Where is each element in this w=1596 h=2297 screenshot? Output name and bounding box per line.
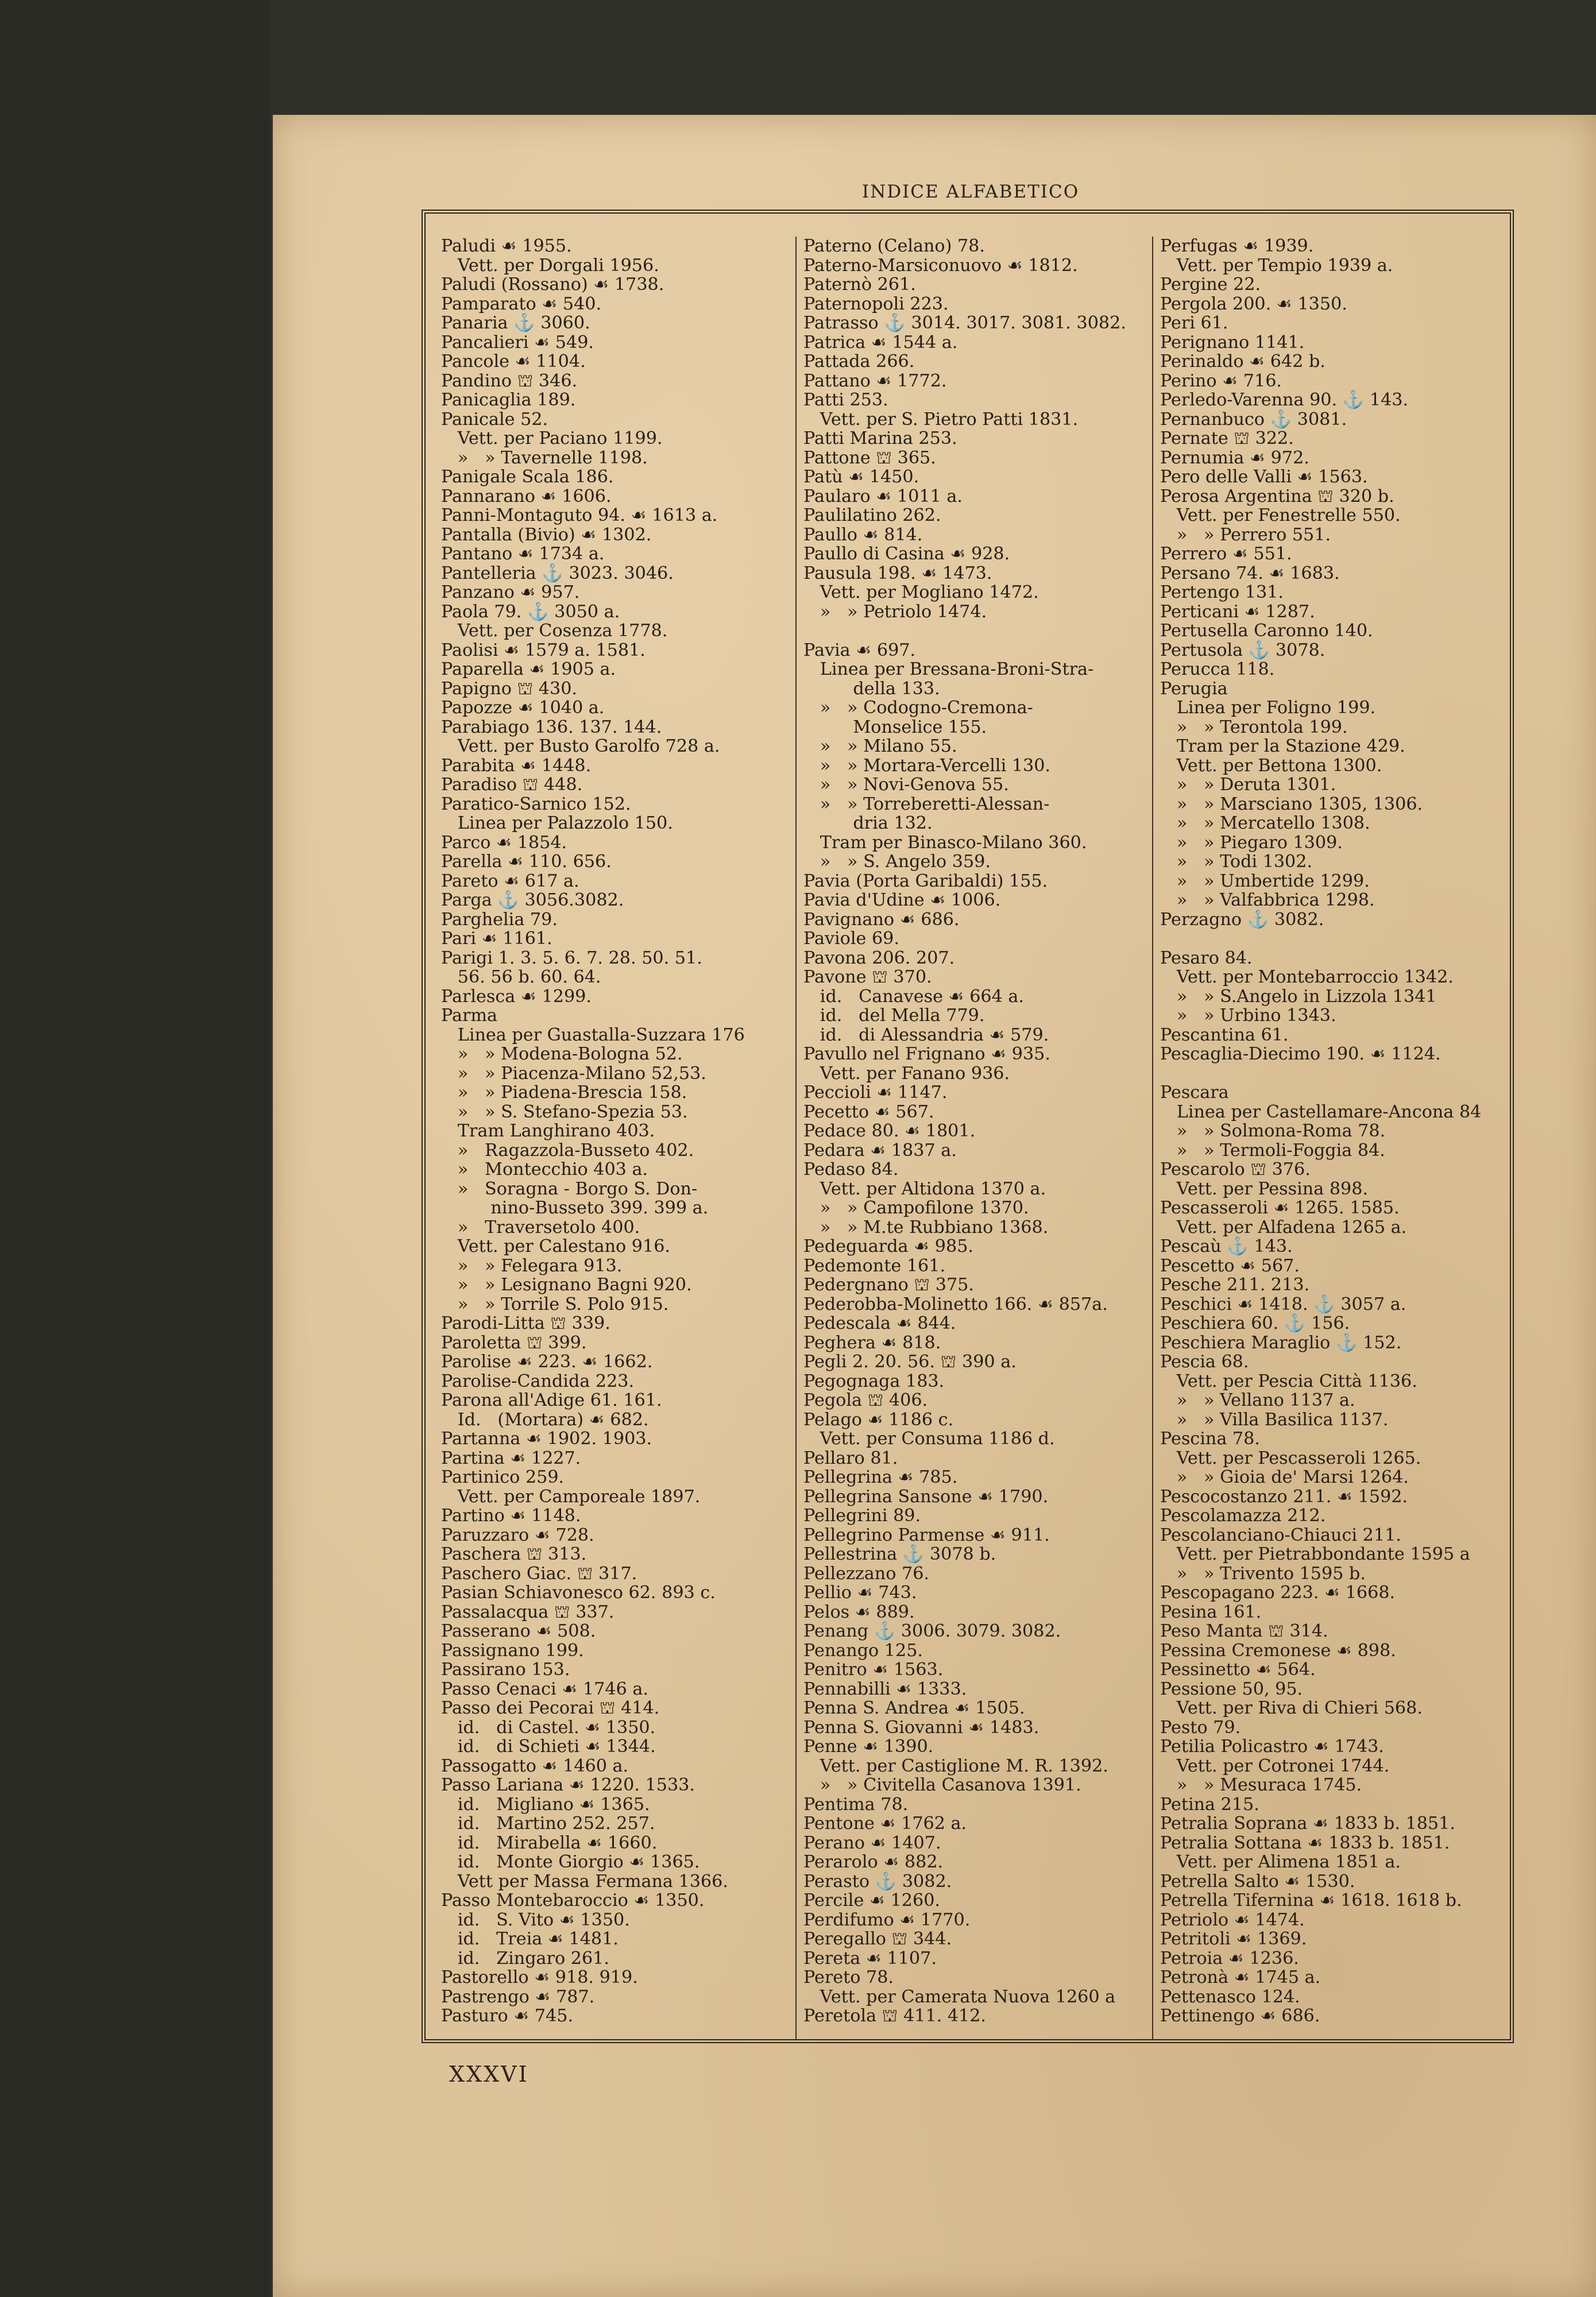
index-entry: Pentone ☙ 1762 a. (803, 1813, 967, 1834)
index-entry: Peschiera Maraglio ⚓ 152. (1160, 1332, 1402, 1353)
index-entry: Pancole ☙ 1104. (441, 351, 586, 372)
index-entry: Panicale 52. (441, 409, 548, 430)
index-entry: id. Treia ☙ 1481. (441, 1929, 619, 1949)
index-entry: Pamparato ☙ 540. (441, 293, 602, 314)
index-entry: Pellezzano 76. (803, 1563, 930, 1584)
index-entry: Pari ☙ 1161. (441, 929, 552, 949)
index-entry: Pescasseroli ☙ 1265. 1585. (1160, 1198, 1400, 1218)
index-entry: » » Perrero 551. (1160, 524, 1331, 545)
index-entry: Tram Langhirano 403. (441, 1121, 655, 1141)
index-entry: Pellegrina Sansone ☙ 1790. (803, 1486, 1049, 1507)
index-entry: Vett. per Pescasseroli 1265. (1160, 1448, 1421, 1468)
index-entry: id. di Alessandria ☙ 579. (803, 1024, 1049, 1045)
index-entry: id. Martino 252. 257. (441, 1813, 655, 1834)
index-entry: Vett. per Mogliano 1472. (803, 582, 1039, 602)
index-entry: Pessina Cremonese ☙ 898. (1160, 1640, 1396, 1661)
index-column-2 (803, 237, 1148, 2040)
index-entry: » » S. Stefano-Spezia 53. (441, 1101, 688, 1122)
index-entry: Panaria ⚓ 3060. (441, 313, 590, 333)
index-entry: Pescantina 61. (1160, 1024, 1289, 1045)
index-entry: Pernumia ☙ 972. (1160, 447, 1309, 468)
index-entry: Perignano 1141. (1160, 332, 1305, 353)
index-entry: » » Torrile S. Polo 915. (441, 1294, 669, 1314)
index-entry: Perrero ☙ 551. (1160, 544, 1292, 564)
index-entry: Pennabilli ☙ 1333. (803, 1679, 967, 1699)
index-entry: Parigi 1. 3. 5. 6. 7. 28. 50. 51. (441, 948, 702, 968)
index-entry: Pesche 211. 213. (1160, 1275, 1310, 1295)
index-entry: Papozze ☙ 1040 a. (441, 698, 605, 718)
index-entry: Pavia ☙ 697. (803, 640, 916, 660)
index-entry: Monselice 155. (803, 717, 987, 737)
index-entry: id. Migliano ☙ 1365. (441, 1794, 650, 1815)
index-entry: Partina ☙ 1227. (441, 1448, 581, 1468)
index-entry (1160, 929, 1505, 949)
index-entry: Paschero Giac. ⛫ 317. (441, 1563, 637, 1584)
index-entry: Vett. per Alimena 1851 a. (1160, 1852, 1401, 1872)
index-entry: » Soragna - Borgo S. Don- (441, 1178, 698, 1199)
index-entry: Parghelia 79. (441, 909, 558, 930)
index-entry: Penne ☙ 1390. (803, 1737, 934, 1757)
index-entry: Parlesca ☙ 1299. (441, 986, 592, 1007)
index-entry: Panicaglia 189. (441, 390, 576, 410)
index-column-3 (1160, 237, 1505, 2040)
index-entry: Paternopoli 223. (803, 293, 949, 314)
index-entry: » » Mortara-Vercelli 130. (803, 755, 1051, 776)
index-entry: Paschera ⛫ 313. (441, 1544, 587, 1564)
index-entry: Petilia Policastro ☙ 1743. (1160, 1737, 1384, 1757)
index-entry: Perasto ⚓ 3082. (803, 1871, 952, 1892)
index-entry: Petralia Soprana ☙ 1833 b. 1851. (1160, 1813, 1455, 1834)
index-entry: Pancalieri ☙ 549. (441, 332, 594, 353)
index-entry: Percile ☙ 1260. (803, 1890, 941, 1911)
index-entry: Persano 74. ☙ 1683. (1160, 563, 1340, 583)
index-entry: Patti 253. (803, 390, 888, 410)
index-entry: Pastrengo ☙ 787. (441, 1986, 595, 2007)
index-entry: » » Villa Basilica 1137. (1160, 1409, 1389, 1430)
index-entry: » Montecchio 403 a. (441, 1159, 648, 1180)
index-entry: Paullo ☙ 814. (803, 524, 923, 545)
index-entry: Parga ⚓ 3056.3082. (441, 890, 624, 910)
index-entry: Pattone ⛫ 365. (803, 447, 936, 468)
index-entry: Pertusella Caronno 140. (1160, 621, 1373, 641)
index-entry: » » Piadena-Brescia 158. (441, 1082, 687, 1103)
index-entry (1160, 1064, 1505, 1084)
index-entry: Parella ☙ 110. 656. (441, 852, 612, 872)
index-entry: Linea per Castellamare-Ancona 84 (1160, 1101, 1482, 1122)
index-entry: Pellio ☙ 743. (803, 1583, 917, 1603)
index-entry: Parma (441, 1006, 498, 1026)
index-entry: Passirano 153. (441, 1660, 570, 1680)
index-entry: Vett. per Camerata Nuova 1260 a (803, 1986, 1116, 2007)
index-entry: » » Terontola 199. (1160, 717, 1348, 737)
index-entry: Passerano ☙ 508. (441, 1621, 596, 1641)
index-entry: Peschiera 60. ⚓ 156. (1160, 1313, 1350, 1333)
index-entry: Partinico 259. (441, 1467, 565, 1487)
index-entry: Pellegrino Parmense ☙ 911. (803, 1525, 1050, 1545)
index-entry: Paularo ☙ 1011 a. (803, 486, 963, 506)
index-entry: Peregallo ⛫ 344. (803, 1929, 952, 1949)
index-entry: Perdifumo ☙ 1770. (803, 1909, 971, 1930)
index-entry: Perosa Argentina ⛫ 320 b. (1160, 486, 1394, 506)
index-entry: Paruzzaro ☙ 728. (441, 1525, 594, 1545)
index-entry: Vett. per Montebarroccio 1342. (1160, 967, 1454, 987)
index-entry: Pasturo ☙ 745. (441, 2006, 574, 2026)
index-entry: » » Lesignano Bagni 920. (441, 1275, 692, 1295)
index-entry: Parabita ☙ 1448. (441, 755, 592, 776)
index-entry: Perinaldo ☙ 642 b. (1160, 351, 1326, 372)
index-entry: » » Solmona-Roma 78. (1160, 1121, 1386, 1141)
index-entry: Perarolo ☙ 882. (803, 1852, 944, 1872)
index-entry: Pedara ☙ 1837 a. (803, 1140, 957, 1161)
index-entry: Pausula 198. ☙ 1473. (803, 563, 992, 583)
index-entry: Pesto 79. (1160, 1717, 1241, 1738)
index-entry: Pedemonte 161. (803, 1255, 946, 1276)
index-entry: Pantelleria ⚓ 3023. 3046. (441, 563, 674, 583)
index-entry: Pedace 80. ☙ 1801. (803, 1121, 976, 1141)
index-entry: Paola 79. ⚓ 3050 a. (441, 601, 620, 622)
index-entry: Pero delle Valli ☙ 1563. (1160, 467, 1368, 487)
index-entry: Petronà ☙ 1745 a. (1160, 1967, 1321, 1987)
index-entry: » Traversetolo 400. (441, 1217, 640, 1238)
index-entry: Paparella ☙ 1905 a. (441, 659, 616, 679)
index-entry: » » Piacenza-Milano 52,53. (441, 1063, 706, 1084)
index-entry: » » S. Angelo 359. (803, 852, 991, 872)
index-entry: Pereto 78. (803, 1967, 894, 1987)
index-entry: Vett. per Pescia Città 1136. (1160, 1371, 1417, 1391)
index-entry: Tram per la Stazione 429. (1160, 736, 1405, 756)
index-entry: Pettenasco 124. (1160, 1986, 1300, 2007)
index-entry: » » Civitella Casanova 1391. (803, 1775, 1081, 1795)
index-entry: Vett. per Tempio 1939 a. (1160, 255, 1393, 276)
index-entry: Pernate ⛫ 322. (1160, 428, 1294, 448)
index-entry: id. del Mella 779. (803, 1006, 985, 1026)
index-entry: Pesaro 84. (1160, 948, 1253, 968)
index-entry: Pavia d'Udine ☙ 1006. (803, 890, 1001, 910)
index-entry: Perzagno ⚓ 3082. (1160, 909, 1324, 930)
index-entry: id. di Schieti ☙ 1344. (441, 1737, 656, 1757)
index-column-1 (441, 237, 786, 2040)
index-entry: Vett. per Camporeale 1897. (441, 1486, 701, 1507)
index-entry: Petrella Tifernina ☙ 1618. 1618 b. (1160, 1890, 1462, 1911)
index-entry: nino-Busseto 399. 399 a. (441, 1198, 709, 1218)
index-entry: Pescarolo ⛫ 376. (1160, 1159, 1311, 1180)
index-entry: Petritoli ☙ 1369. (1160, 1929, 1307, 1949)
index-entry: Paulilatino 262. (803, 505, 941, 525)
index-entry: della 133. (803, 678, 940, 699)
index-entry: Partino ☙ 1148. (441, 1506, 581, 1526)
index-entry: Pareto ☙ 617 a. (441, 871, 579, 891)
index-entry: Paludi ☙ 1955. (441, 237, 572, 256)
column-divider (795, 237, 797, 2040)
index-entry: Linea per Palazzolo 150. (441, 813, 673, 833)
dark-background (0, 0, 270, 2297)
index-entry: Pertengo 131. (1160, 582, 1284, 602)
page-number: XXXVI (449, 2062, 529, 2087)
index-entry: Perino ☙ 716. (1160, 370, 1282, 391)
index-entry: Peretola ⛫ 411. 412. (803, 2006, 987, 2026)
index-entry: Vett. per Cotronei 1744. (1160, 1755, 1390, 1776)
index-entry: Passo Cenaci ☙ 1746 a. (441, 1679, 648, 1699)
index-entry: Pannarano ☙ 1606. (441, 486, 612, 506)
index-entry: Pavullo nel Frignano ☙ 935. (803, 1044, 1050, 1064)
index-entry: Patti Marina 253. (803, 428, 957, 448)
index-entry: Vett. per Pessina 898. (1160, 1178, 1369, 1199)
index-entry: Parolise-Candida 223. (441, 1371, 635, 1391)
index-entry: Panzano ☙ 957. (441, 582, 580, 602)
index-entry: Pedeguarda ☙ 985. (803, 1236, 973, 1256)
index-entry: Pedescala ☙ 844. (803, 1313, 956, 1333)
index-entry: Papigno ⛫ 430. (441, 678, 578, 699)
index-entry: » » Urbino 1343. (1160, 1006, 1336, 1026)
index-entry: Pelago ☙ 1186 c. (803, 1409, 954, 1430)
page-header: INDICE ALFABETICO (861, 181, 1080, 202)
index-entry: Pescetto ☙ 567. (1160, 1255, 1300, 1276)
index-entry: Pescolamazza 212. (1160, 1506, 1326, 1526)
index-entry: Passignano 199. (441, 1640, 584, 1661)
index-entry: Vett. per Busto Garolfo 728 a. (441, 736, 720, 756)
index-entry: id. Monte Giorgio ☙ 1365. (441, 1852, 700, 1872)
index-entry: Vett. per Fenestrelle 550. (1160, 505, 1401, 525)
index-entry: Paternò 261. (803, 274, 916, 295)
index-entry: Pellegrini 89. (803, 1506, 921, 1526)
index-entry: » » Modena-Bologna 52. (441, 1044, 683, 1064)
index-entry: id. Mirabella ☙ 1660. (441, 1832, 658, 1853)
index-entry: Pescia 68. (1160, 1352, 1249, 1372)
index-entry: Vett. per Calestano 916. (441, 1236, 671, 1256)
index-entry: Pellegrina ☙ 785. (803, 1467, 958, 1487)
index-entry: Perano ☙ 1407. (803, 1832, 941, 1853)
index-entry: Pavona 206. 207. (803, 948, 955, 968)
index-entry: » » Petriolo 1474. (803, 601, 987, 622)
index-entry: » » Valfabbrica 1298. (1160, 890, 1375, 910)
index-entry: Pettinengo ☙ 686. (1160, 2006, 1320, 2026)
index-entry: » » Todi 1302. (1160, 852, 1313, 872)
index-entry: » » Termoli-Foggia 84. (1160, 1140, 1385, 1161)
index-entry: Vett. per Dorgali 1956. (441, 255, 659, 276)
index-entry: Penna S. Giovanni ☙ 1483. (803, 1717, 1039, 1738)
index-entry: Pedergnano ⛫ 375. (803, 1275, 974, 1295)
index-entry: Parabiago 136. 137. 144. (441, 717, 662, 737)
index-entry: Peghera ☙ 818. (803, 1332, 941, 1353)
index-entry: Pasian Schiavonesco 62. 893 c. (441, 1583, 716, 1603)
index-entry: Pelos ☙ 889. (803, 1602, 915, 1622)
index-entry: Peschici ☙ 1418. ⚓ 3057 a. (1160, 1294, 1406, 1314)
index-entry: » » Tavernelle 1198. (441, 447, 648, 468)
index-entry: Passo dei Pecorai ⛫ 414. (441, 1698, 660, 1718)
index-entry: Patù ☙ 1450. (803, 467, 919, 487)
index-entry: Perfugas ☙ 1939. (1160, 237, 1314, 256)
index-entry: Penitro ☙ 1563. (803, 1660, 944, 1680)
index-entry: Parodi-Litta ⛫ 339. (441, 1313, 610, 1333)
index-entry: id. di Castel. ☙ 1350. (441, 1717, 656, 1738)
index-entry: Paviole 69. (803, 929, 899, 949)
index-entry: Paterno (Celano) 78. (803, 237, 985, 256)
index-entry: Penna S. Andrea ☙ 1505. (803, 1698, 1025, 1718)
index-entry: Pereta ☙ 1107. (803, 1948, 937, 1969)
index-entry: » » Milano 55. (803, 736, 957, 756)
index-entry: Pederobba-Molinetto 166. ☙ 857a. (803, 1294, 1108, 1314)
index-entry: Linea per Bressana-Broni-Stra- (803, 659, 1094, 679)
index-entry: » » Marsciano 1305, 1306. (1160, 794, 1423, 814)
index-entry: Vett. per Cosenza 1778. (441, 621, 668, 641)
index-entry: id. S. Vito ☙ 1350. (441, 1909, 630, 1930)
index-entry: Peri 61. (1160, 313, 1228, 333)
index-entry: Petina 215. (1160, 1794, 1259, 1815)
index-entry: Vett. per Paciano 1199. (441, 428, 663, 448)
index-entry: » » Piegaro 1309. (1160, 832, 1343, 853)
index-entry: » » Trivento 1595 b. (1160, 1563, 1366, 1584)
index-entry: » » Novi-Genova 55. (803, 775, 1009, 795)
index-entry: Patrasso ⚓ 3014. 3017. 3081. 3082. (803, 313, 1126, 333)
index-entry: Pellestrina ⚓ 3078 b. (803, 1544, 996, 1564)
index-entry: Pertusola ⚓ 3078. (1160, 640, 1326, 660)
index-entry: Vett. per Alfadena 1265 a. (1160, 1217, 1407, 1238)
index-entry: Vett. per S. Pietro Patti 1831. (803, 409, 1079, 430)
index-entry: Peccioli ☙ 1147. (803, 1082, 948, 1103)
index-entry: Pantalla (Bivio) ☙ 1302. (441, 524, 652, 545)
index-entry: Vett. per Castiglione M. R. 1392. (803, 1755, 1108, 1776)
index-entry: » » Codogno-Cremona- (803, 698, 1033, 718)
index-entry: Vett. per Fanano 936. (803, 1063, 1010, 1084)
index-entry: Pesina 161. (1160, 1602, 1262, 1622)
index-entry: 56. 56 b. 60. 64. (441, 967, 601, 987)
index-entry: Parona all'Adige 61. 161. (441, 1390, 662, 1410)
index-entry: Vett. per Pietrabbondante 1595 a (1160, 1544, 1470, 1564)
index-entry: Parolise ☙ 223. ☙ 1662. (441, 1352, 653, 1372)
index-entry: Pessinetto ☙ 564. (1160, 1660, 1316, 1680)
index-entry: Pegli 2. 20. 56. ⛫ 390 a. (803, 1352, 1017, 1372)
index-entry: Pescocostanzo 211. ☙ 1592. (1160, 1486, 1408, 1507)
index-entry: » » Vellano 1137 a. (1160, 1390, 1355, 1410)
index-entry: Pergola 200. ☙ 1350. (1160, 293, 1347, 314)
index-entry: Passogatto ☙ 1460 a. (441, 1755, 629, 1776)
index-entry: Id. (Mortara) ☙ 682. (441, 1409, 649, 1430)
index-entry: Petralia Sottana ☙ 1833 b. 1851. (1160, 1832, 1450, 1853)
index-entry: Patrica ☙ 1544 a. (803, 332, 958, 353)
index-entry: » » M.te Rubbiano 1368. (803, 1217, 1049, 1238)
index-entry: Perledo-Varenna 90. ⚓ 143. (1160, 390, 1409, 410)
index-entry: Passo Montebaroccio ☙ 1350. (441, 1890, 705, 1911)
index-entry: Pescara (1160, 1082, 1229, 1103)
index-entry: » » Mercatello 1308. (1160, 813, 1370, 833)
index-entry: Perticani ☙ 1287. (1160, 601, 1315, 622)
index-entry: Linea per Foligno 199. (1160, 698, 1376, 718)
index-entry: Panni-Montaguto 94. ☙ 1613 a. (441, 505, 718, 525)
index-entry: Pattada 266. (803, 351, 915, 372)
index-entry: Pastorello ☙ 918. 919. (441, 1967, 638, 1987)
index-entry: dria 132. (803, 813, 933, 833)
index-entry: Vett. per Consuma 1186 d. (803, 1429, 1055, 1449)
index-entry: Vett. per Altidona 1370 a. (803, 1178, 1046, 1199)
index-entry: Paullo di Casina ☙ 928. (803, 544, 1010, 564)
index-entry: Pantano ☙ 1734 a. (441, 544, 605, 564)
index-entry: Perugia (1160, 678, 1228, 699)
index-entry: Tram per Binasco-Milano 360. (803, 832, 1087, 853)
index-entry: » » Felegara 913. (441, 1255, 623, 1276)
index-entry: » » Deruta 1301. (1160, 775, 1336, 795)
index-entry: Pernanbuco ⚓ 3081. (1160, 409, 1347, 430)
index-entry: Pavia (Porta Garibaldi) 155. (803, 871, 1048, 891)
index-entry: Paludi (Rossano) ☙ 1738. (441, 274, 664, 295)
index-entry: Pavone ⛫ 370. (803, 967, 932, 987)
index-entry (803, 621, 1148, 641)
index-entry: Penango 125. (803, 1640, 923, 1661)
index-entry: Paradiso ⛫ 448. (441, 775, 583, 795)
index-entry: » » S.Angelo in Lizzola 1341 (1160, 986, 1437, 1007)
index-entry: » » Campofilone 1370. (803, 1198, 1029, 1218)
index-entry: Pescina 78. (1160, 1429, 1260, 1449)
index-entry: » » Umbertide 1299. (1160, 871, 1370, 891)
index-entry: » Ragazzola-Busseto 402. (441, 1140, 694, 1161)
index-entry: Pescolanciano-Chiauci 211. (1160, 1525, 1401, 1545)
index-entry: Pescopagano 223. ☙ 1668. (1160, 1583, 1396, 1603)
index-entry: Pegognaga 183. (803, 1371, 945, 1391)
index-entry: Pavignano ☙ 686. (803, 909, 960, 930)
index-entry: Pegola ⛫ 406. (803, 1390, 928, 1410)
index-entry: Pessione 50, 95. (1160, 1679, 1303, 1699)
index-entry: Petrella Salto ☙ 1530. (1160, 1871, 1355, 1892)
index-entry: Paolisi ☙ 1579 a. 1581. (441, 640, 646, 660)
index-entry: Pescaglia-Diecimo 190. ☙ 1124. (1160, 1044, 1441, 1064)
index-entry: Passo Lariana ☙ 1220. 1533. (441, 1775, 695, 1795)
index-entry: Parco ☙ 1854. (441, 832, 567, 853)
index-entry: Pergine 22. (1160, 274, 1261, 295)
index-entry: Pattano ☙ 1772. (803, 370, 947, 391)
index-entry: Petroia ☙ 1236. (1160, 1948, 1299, 1969)
index-entry: id. Zingaro 261. (441, 1948, 609, 1969)
index-entry: » » Mesuraca 1745. (1160, 1775, 1362, 1795)
index-entry: Vett per Massa Fermana 1366. (441, 1871, 728, 1892)
index-entry: Paterno-Marsiconuovo ☙ 1812. (803, 255, 1078, 276)
index-entry: Pentima 78. (803, 1794, 909, 1815)
index-entry: Perucca 118. (1160, 659, 1275, 679)
index-entry: Penang ⚓ 3006. 3079. 3082. (803, 1621, 1061, 1641)
index-entry: Linea per Guastalla-Suzzara 176 (441, 1024, 745, 1045)
index-entry: Pandino ⛫ 346. (441, 370, 578, 391)
index-entry: Vett. per Bettona 1300. (1160, 755, 1382, 776)
index-entry: Partanna ☙ 1902. 1903. (441, 1429, 652, 1449)
index-entry: Peso Manta ⛫ 314. (1160, 1621, 1328, 1641)
index-entry: Petriolo ☙ 1474. (1160, 1909, 1305, 1930)
index-entry: Pecetto ☙ 567. (803, 1101, 934, 1122)
index-entry: id. Canavese ☙ 664 a. (803, 986, 1025, 1007)
index-entry: Paratico-Sarnico 152. (441, 794, 631, 814)
index-entry: Pescaù ⚓ 143. (1160, 1236, 1293, 1256)
index-entry: Passalacqua ⛫ 337. (441, 1602, 615, 1622)
index-entry: Panigale Scala 186. (441, 467, 614, 487)
index-entry: Pedaso 84. (803, 1159, 899, 1180)
index-entry: Paroletta ⛫ 399. (441, 1332, 587, 1353)
index-entry: » » Torreberetti-Alessan- (803, 794, 1050, 814)
index-entry: Vett. per Riva di Chieri 568. (1160, 1698, 1423, 1718)
index-entry: Pellaro 81. (803, 1448, 898, 1468)
index-entry: » » Gioia de' Marsi 1264. (1160, 1467, 1409, 1487)
column-divider (1152, 237, 1153, 2040)
